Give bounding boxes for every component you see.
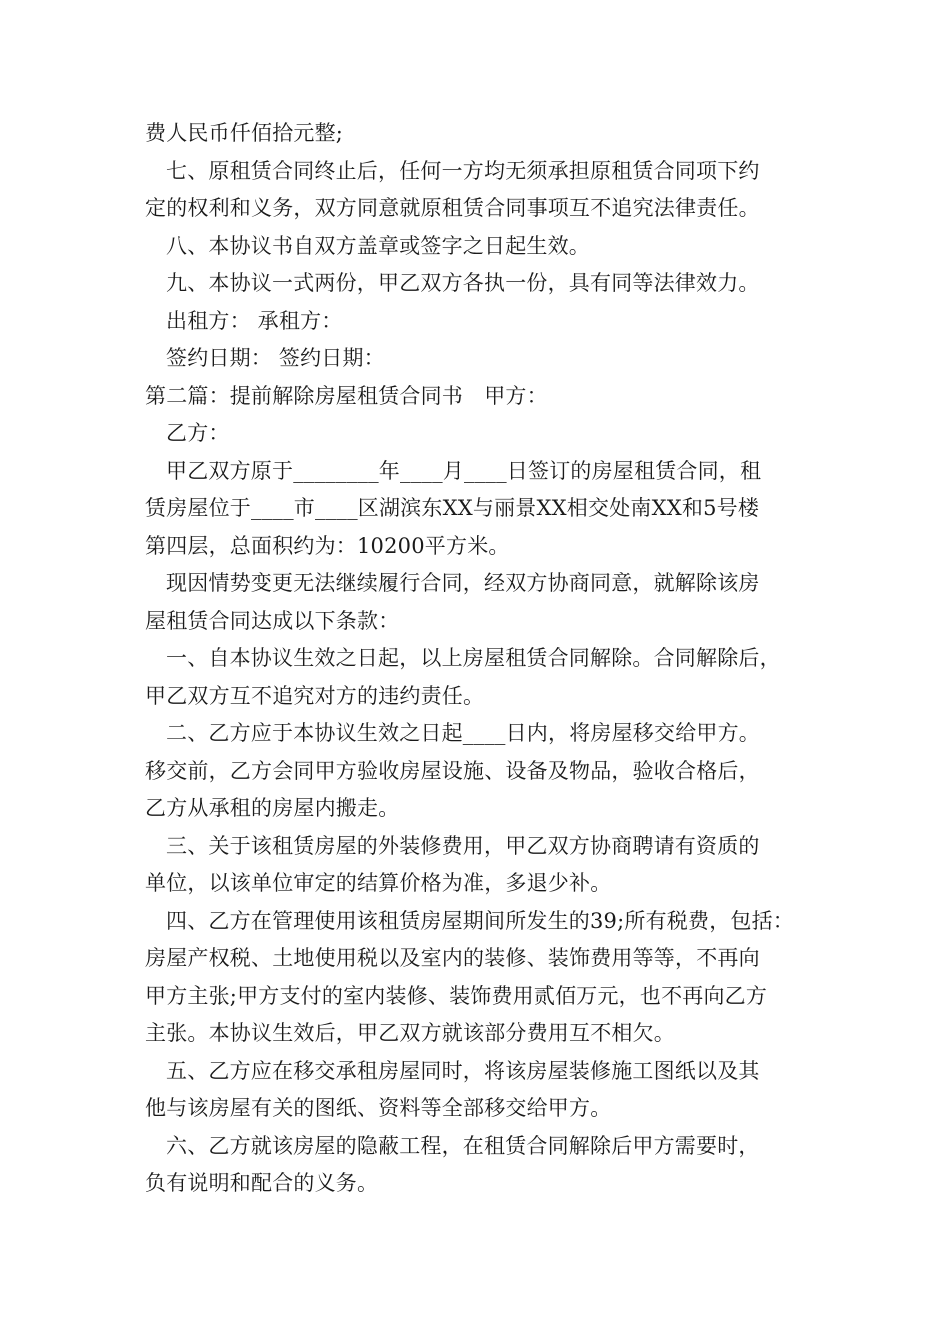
intro-line-3: 第四层，总面积约为：10200平方米。 xyxy=(145,533,510,558)
clause-two-line-2: 移交前，乙方会同甲方验收房屋设施、设备及物品，验收合格后， xyxy=(145,758,760,783)
party-b: 乙方： xyxy=(166,421,230,445)
signature-dates: 签约日期： 签约日期： xyxy=(166,346,385,370)
clause-two-line-3: 乙方从承租的房屋内搬走。 xyxy=(145,796,400,820)
clause-nine: 九、本协议一式两份，甲乙双方各执一份，具有同等法律效力。 xyxy=(166,271,760,295)
clause-one-line-1: 一、自本协议生效之日起，以上房屋租赁合同解除。合同解除后， xyxy=(166,646,781,670)
clause-six-line-1: 六、乙方就该房屋的隐蔽工程，在租赁合同解除后甲方需要时， xyxy=(166,1133,760,1158)
reason-line-2: 屋租赁合同达成以下条款： xyxy=(145,608,400,633)
clause-five-line-1: 五、乙方应在移交承租房屋同时，将该房屋装修施工图纸以及其 xyxy=(166,1058,760,1083)
text-line: 费人民币仟佰拾元整; xyxy=(145,121,344,145)
clause-seven-line-2: 定的权利和义务，双方同意就原租赁合同事项互不追究法律责任。 xyxy=(145,196,760,220)
intro-line-1: 甲乙双方原于________年____月____日签订的房屋租赁合同，租 xyxy=(166,458,762,483)
clause-four-line-3: 甲方主张;甲方支付的室内装修、装饰费用贰佰万元，也不再向乙方 xyxy=(145,983,768,1008)
clause-five-line-2: 他与该房屋有关的图纸、资料等全部移交给甲方。 xyxy=(145,1096,612,1120)
clause-three-line-2: 单位，以该单位审定的结算价格为准，多退少补。 xyxy=(145,871,612,895)
document-page xyxy=(145,115,820,1203)
reason-line-1: 现因情势变更无法继续履行合同，经双方协商同意，就解除该房 xyxy=(166,571,760,595)
clause-four-line-2: 房屋产权税、土地使用税以及室内的装修、装饰费用等等，不再向 xyxy=(145,946,760,970)
clause-six-line-2: 负有说明和配合的义务。 xyxy=(145,1171,379,1195)
clause-one-line-2: 甲乙双方互不追究对方的违约责任。 xyxy=(145,683,485,708)
clause-three-line-1: 三、关于该租赁房屋的外装修费用，甲乙双方协商聘请有资质的 xyxy=(166,833,760,858)
section-title: 第二篇：提前解除房屋租赁合同书 甲方： xyxy=(145,383,548,408)
clause-four-line-4: 主张。本协议生效后，甲乙双方就该部分费用互不相欠。 xyxy=(145,1021,675,1045)
clause-eight: 八、本协议书自双方盖章或签字之日起生效。 xyxy=(166,233,590,258)
intro-line-2: 赁房屋位于____市____区湖滨东XX与丽景XX相交处南XX和5号楼 xyxy=(145,496,760,520)
signature-parties: 出租方： 承租方： xyxy=(166,308,343,333)
clause-two-line-1: 二、乙方应于本协议生效之日起____日内，将房屋移交给甲方。 xyxy=(166,721,760,745)
clause-seven-line-1: 七、原租赁合同终止后，任何一方均无须承担原租赁合同项下约 xyxy=(166,158,760,183)
clause-four-line-1: 四、乙方在管理使用该租赁房屋期间所发生的39;所有税费，包括： xyxy=(166,908,794,933)
